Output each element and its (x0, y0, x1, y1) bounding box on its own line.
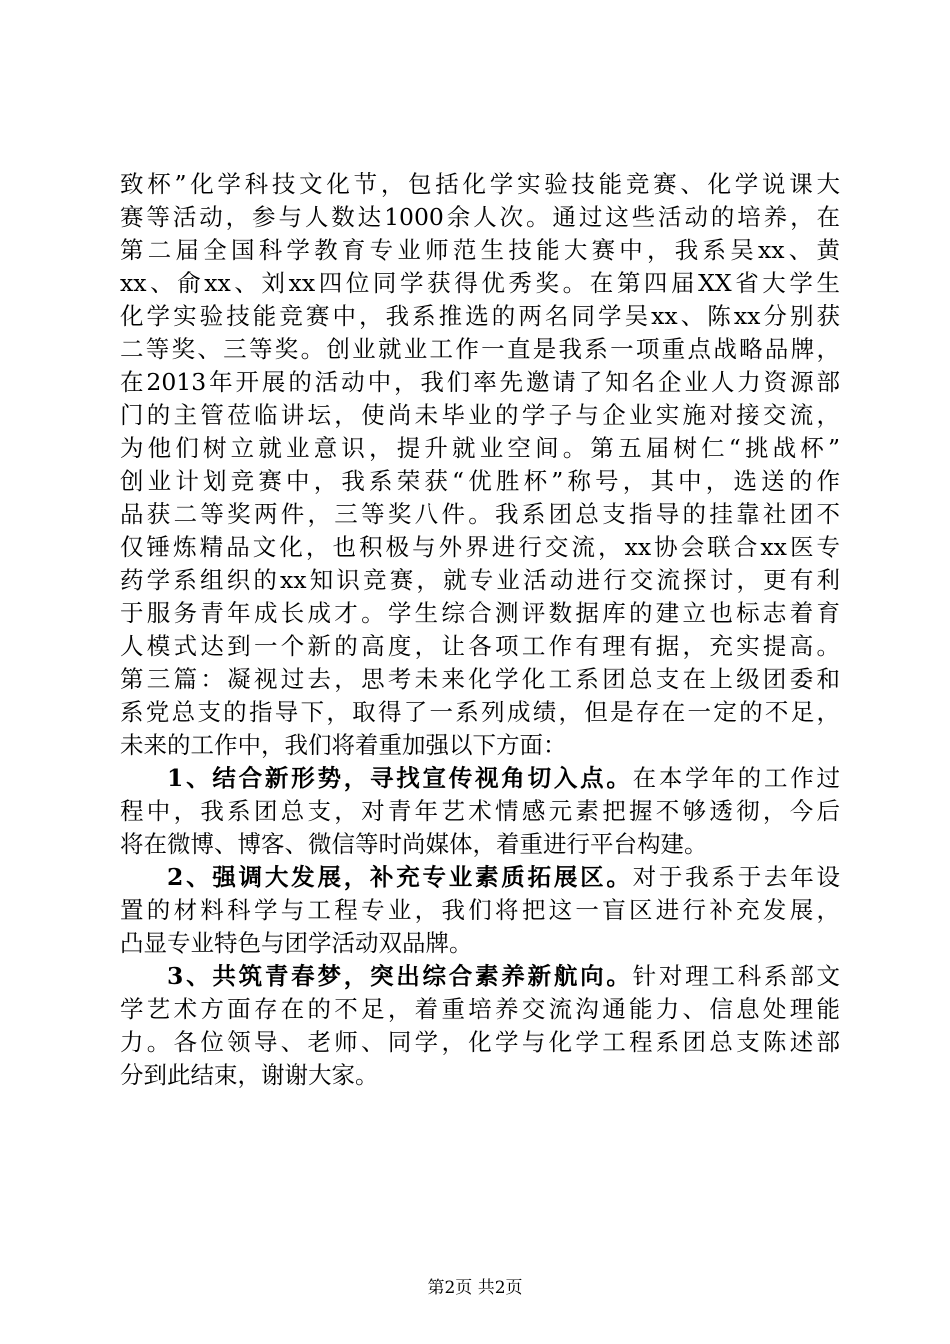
text-line: 在2013年开展的活动中，我们率先邀请了知名企业人力资源部 (120, 368, 840, 396)
point-2-text: 对于我系于去年设 (632, 863, 840, 891)
text-line: 仅锤炼精品文化，也积极与外界进行交流，xx协会联合xx医专 (120, 533, 840, 561)
text-line: 化学实验技能竞赛中，我系推选的两名同学吴xx、陈xx分别获 (120, 302, 840, 330)
document-body (120, 168, 840, 1092)
text-line: 于服务青年成长成才。学生综合测评数据库的建立也标志着育 (120, 599, 840, 627)
text-line: 人模式达到一个新的高度，让各项工作有理有据，充实提高。 (120, 632, 840, 660)
text-line: 系党总支的指导下，取得了一系列成绩，但是存在一定的不足， (120, 698, 840, 726)
text-line: 药学系组织的xx知识竞赛，就专业活动进行交流探讨，更有利 (120, 566, 840, 594)
text-line: 致杯”化学科技文化节，包括化学实验技能竞赛、化学说课大 (120, 170, 840, 198)
point-3-first-line (120, 960, 840, 993)
text-line: 品获二等奖两件，三等奖八件。我系团总支指导的挂靠社团不 (120, 500, 840, 528)
text-line: 第二届全国科学教育专业师范生技能大赛中，我系吴xx、黄 (120, 236, 840, 264)
text-line: 第三篇：凝视过去，思考未来化学化工系团总支在上级团委和 (120, 665, 840, 693)
text-line: 未来的工作中，我们将着重加强以下方面： (120, 731, 567, 759)
point-2-first-line (120, 861, 840, 894)
point-2-heading: 2、强调大发展，补充专业素质拓展区。 (167, 863, 633, 891)
point-1-first-line (120, 762, 840, 795)
text-line: 门的主管莅临讲坛，使尚未毕业的学子与企业实施对接交流， (120, 401, 840, 429)
point-3-line: 学艺术方面存在的不足，着重培养交流沟通能力、信息处理能 (120, 995, 840, 1023)
text-line: 赛等活动，参与人数达1000余人次。通过这些活动的培养，在 (120, 203, 840, 231)
text-line: 创业计划竞赛中，我系荣获“优胜杯”称号，其中，选送的作 (120, 467, 840, 495)
point-3-text: 针对理工科系部文 (632, 962, 840, 990)
point-3-heading: 3、共筑青春梦，突出综合素养新航向。 (167, 962, 633, 990)
point-1-heading: 1、结合新形势，寻找宣传视角切入点。 (167, 764, 633, 792)
page-number-footer: 第2页 共2页 (427, 1278, 523, 1298)
text-line: 二等奖、三等奖。创业就业工作一直是我系一项重点战略品牌， (120, 335, 840, 363)
point-2-line: 置的材料科学与工程专业，我们将把这一盲区进行补充发展， (120, 896, 840, 924)
point-3-line: 力。各位领导、老师、同学，化学与化学工程系团总支陈述部 (120, 1028, 840, 1056)
text-line: xx、俞xx、刘xx四位同学获得优秀奖。在第四届XX省大学生 (120, 269, 840, 297)
point-2-line: 凸显专业特色与团学活动双品牌。 (120, 929, 473, 957)
text-line: 为他们树立就业意识，提升就业空间。第五届树仁“挑战杯” (120, 434, 840, 462)
point-3-line: 分到此结束，谢谢大家。 (120, 1061, 379, 1089)
point-1-line: 程中，我系团总支，对青年艺术情感元素把握不够透彻，今后 (120, 797, 840, 825)
point-1-line: 将在微博、博客、微信等时尚媒体，着重进行平台构建。 (120, 830, 708, 858)
point-1-text: 在本学年的工作过 (632, 764, 840, 792)
